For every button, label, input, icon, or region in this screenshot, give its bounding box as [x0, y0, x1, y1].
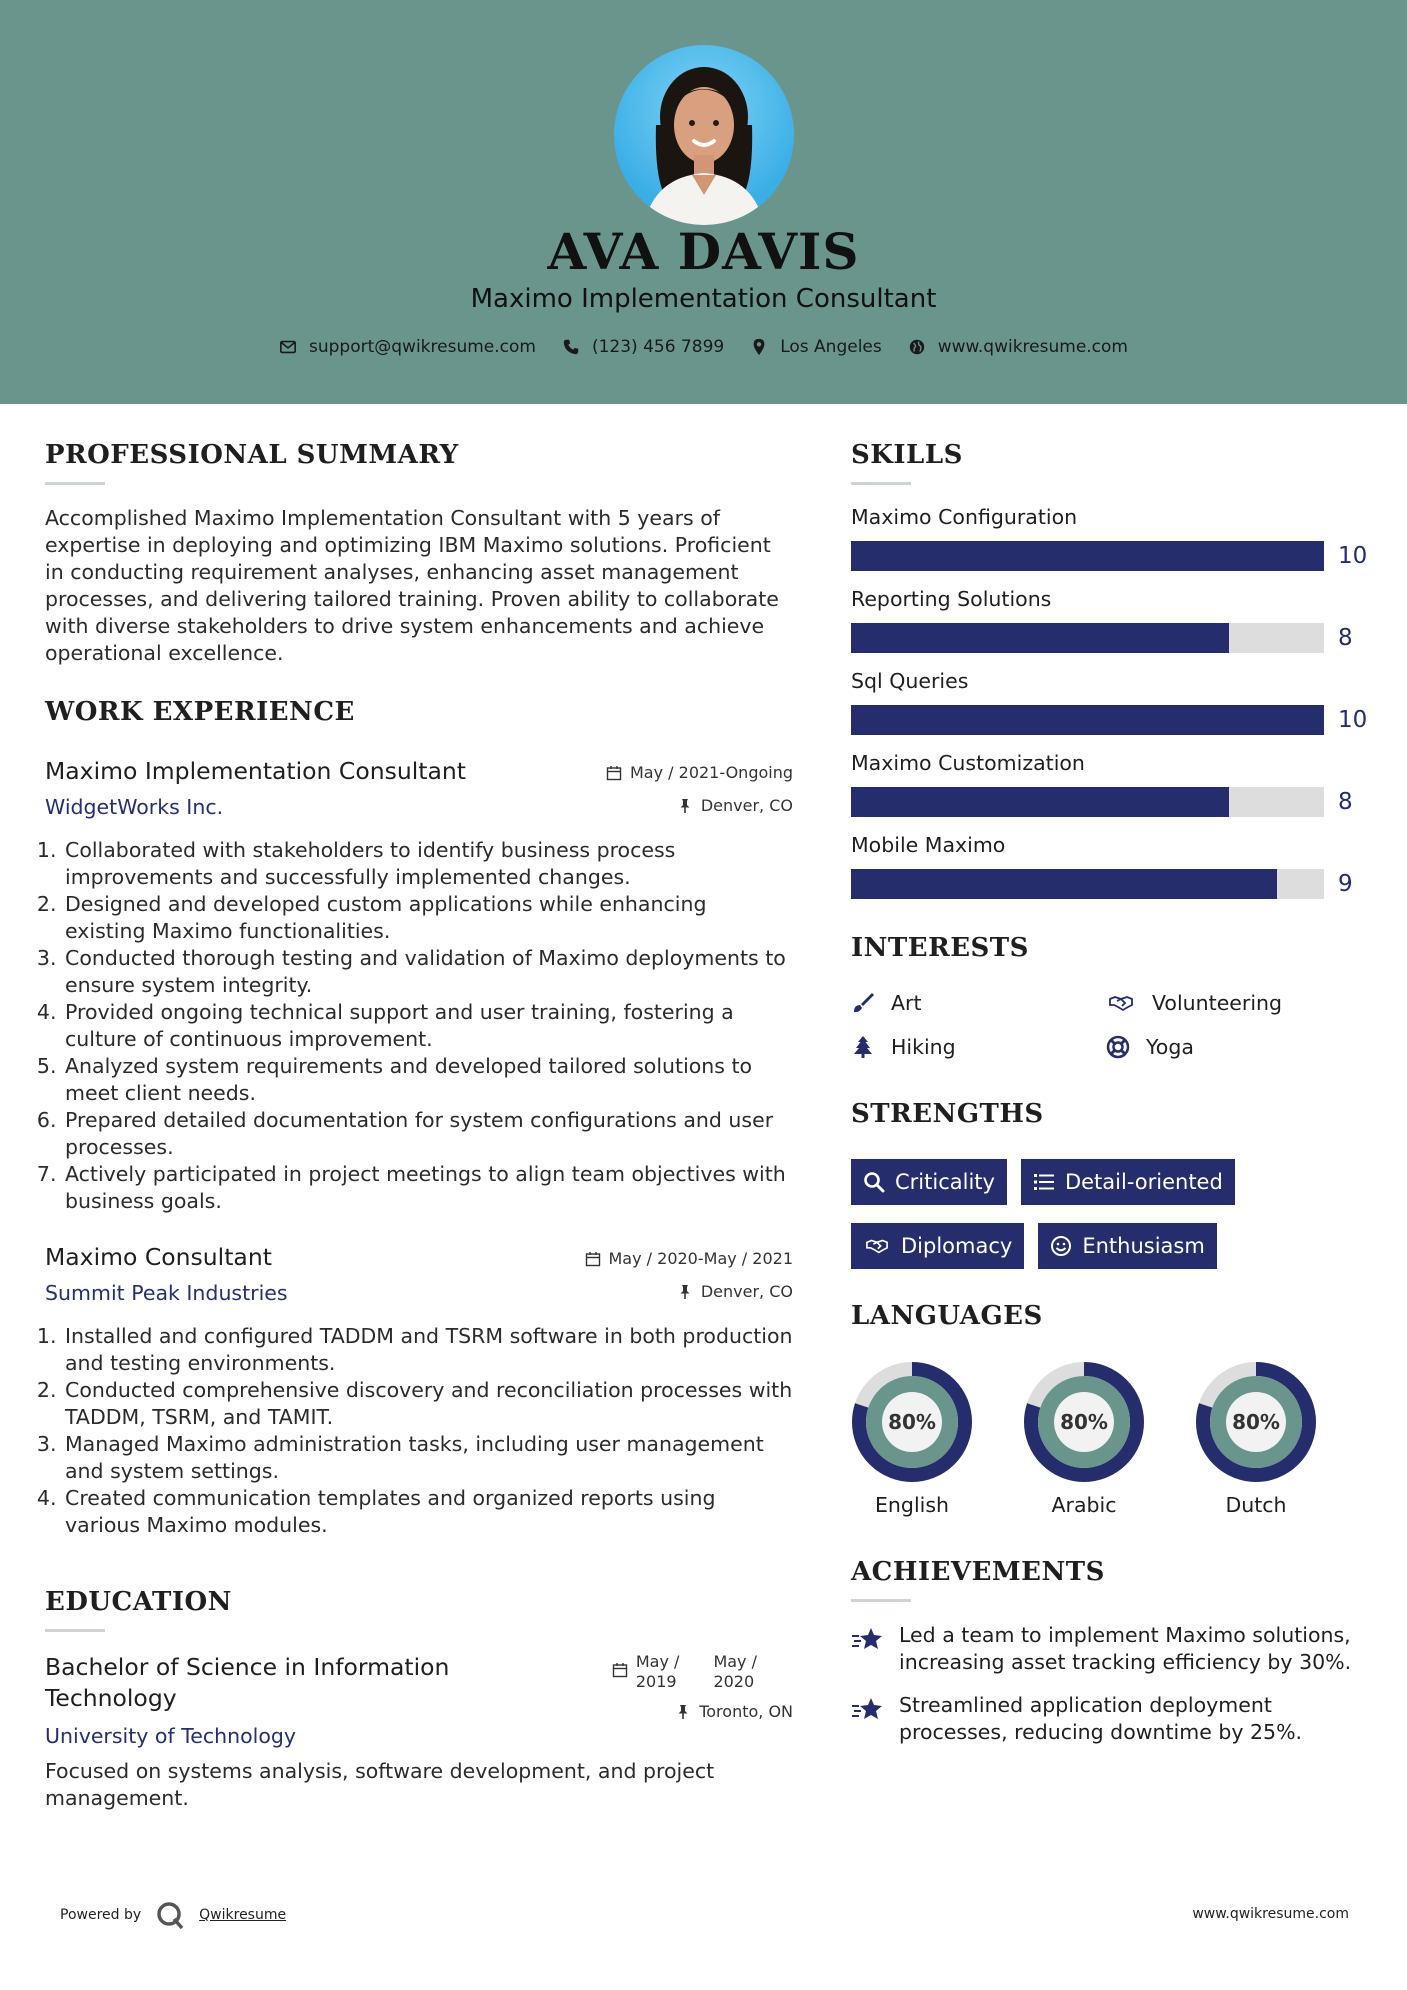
skills-heading: SKILLS — [851, 440, 963, 470]
languages-heading: LANGUAGES — [851, 1301, 1043, 1331]
interest-item — [1106, 991, 1361, 1015]
gauge-label: 80% — [1060, 1410, 1108, 1434]
achievements-heading: ACHIEVEMENTS — [851, 1557, 1105, 1587]
language-item — [1023, 1361, 1145, 1517]
job-date-text: May / 2020-May / 2021 — [608, 1249, 793, 1268]
job-bullet: 3. Managed Maximo administration tasks, including user management and system settings. — [63, 1431, 793, 1485]
skill-value: 9 — [1338, 871, 1353, 897]
calendar-icon — [585, 1251, 601, 1267]
strength-tag — [851, 1159, 1007, 1205]
strengths-heading: STRENGTHS — [851, 1099, 1044, 1129]
strength-tag — [1038, 1223, 1216, 1269]
contact-email[interactable] — [279, 337, 536, 357]
interest-label: Hiking — [891, 1035, 956, 1059]
job-bullets — [45, 837, 793, 1215]
skill-item — [851, 669, 1371, 735]
interest-item — [851, 1035, 1106, 1059]
job-bullets — [45, 1323, 793, 1539]
calendar-icon — [606, 765, 622, 781]
interests-heading: INTERESTS — [851, 933, 1029, 963]
school-name: University of Technology — [45, 1724, 297, 1748]
summary-text: Accomplished Maximo Implementation Consultant with 5 years of expertise in deploying and optimizing IBM Maximo solutions. Proficient in conducting requirement analyses, enhancing asset management processes, and delivering tailored training. Proven ability to collaborate with diverse stakeholders to drive system enhancements and achieve operational excellence. — [45, 506, 779, 665]
contact-phone-text: (123) 456 7899 — [591, 337, 725, 357]
globe-icon — [908, 338, 926, 356]
profile-photo-illustration — [614, 45, 794, 225]
contact-location-text: Los Angeles — [780, 337, 882, 357]
brand-link[interactable]: Qwikresume — [199, 1907, 287, 1923]
skill-bar-fill — [851, 705, 1324, 735]
language-item — [851, 1361, 973, 1517]
language-gauge — [851, 1361, 973, 1483]
email-icon — [279, 338, 297, 356]
skill-value: 8 — [1338, 625, 1353, 651]
phone-icon — [562, 338, 580, 356]
summary-heading: PROFESSIONAL SUMMARY — [45, 440, 459, 470]
language-gauge — [1195, 1361, 1317, 1483]
search-icon — [863, 1171, 885, 1193]
job-bullet: 2. Designed and developed custom applications while enhancing existing Maximo functionalities. — [63, 891, 793, 945]
education-end-month: May / — [713, 1652, 757, 1671]
contact-email-text: support@qwikresume.com — [309, 337, 536, 357]
job-date-text: May / 2021-Ongoing — [630, 763, 793, 782]
skill-bar — [851, 541, 1324, 571]
handshake-icon — [1106, 991, 1136, 1015]
job-company: Summit Peak Industries — [45, 1281, 288, 1305]
pushpin-icon — [675, 1704, 691, 1720]
skill-name: Sql Queries — [851, 669, 969, 693]
job-bullet: 5. Analyzed system requirements and developed tailored solutions to meet client needs. — [63, 1053, 793, 1107]
skill-value: 10 — [1338, 543, 1368, 569]
achievement-text: Streamlined application deployment processes, reducing downtime by 25%. — [899, 1693, 1303, 1744]
job-location-text: Denver, CO — [700, 796, 793, 815]
resume-header — [0, 0, 1407, 404]
skill-value: 8 — [1338, 789, 1353, 815]
education-location-text: Toronto, ON — [699, 1702, 793, 1721]
interest-label: Yoga — [1146, 1035, 1194, 1059]
job-location-text: Denver, CO — [700, 1282, 793, 1301]
education-description: Focused on systems analysis, software development, and project management. — [45, 1759, 715, 1810]
contact-phone[interactable] — [562, 337, 724, 357]
education-date — [612, 1652, 793, 1692]
strength-label: Enthusiasm — [1082, 1234, 1205, 1258]
footer-powered-by — [60, 1900, 286, 1930]
job-location — [677, 796, 793, 815]
interest-item — [851, 991, 1106, 1015]
contact-bar — [0, 337, 1407, 357]
skill-bar — [851, 623, 1324, 653]
smile-icon — [1050, 1235, 1072, 1257]
powered-by-label: Powered by — [60, 1907, 142, 1923]
achievement-item — [851, 1692, 1371, 1746]
award-star-icon — [851, 1624, 885, 1654]
skill-bar — [851, 869, 1324, 899]
achievement-item — [851, 1622, 1371, 1676]
contact-location — [750, 337, 882, 357]
job-date — [585, 1249, 794, 1268]
degree-title: Bachelor of Science in Information Technology — [45, 1653, 450, 1712]
skill-name: Maximo Configuration — [851, 505, 1078, 529]
experience-heading: WORK EXPERIENCE — [45, 697, 355, 727]
job-title: Maximo Consultant — [45, 1243, 272, 1271]
job-bullet: 7. Actively participated in project meetings to align team objectives with business goals. — [63, 1161, 793, 1215]
job-bullet: 6. Prepared detailed documentation for system configurations and user processes. — [63, 1107, 793, 1161]
strength-label: Detail-oriented — [1064, 1170, 1223, 1194]
skill-name: Reporting Solutions — [851, 587, 1052, 611]
skill-bar-fill — [851, 787, 1229, 817]
candidate-role: Maximo Implementation Consultant — [470, 284, 937, 314]
language-name: Dutch — [1225, 1493, 1287, 1517]
list-icon — [1033, 1171, 1055, 1193]
language-name: Arabic — [1051, 1493, 1117, 1517]
language-gauge — [1023, 1361, 1145, 1483]
job-date — [606, 763, 793, 782]
job-company: WidgetWorks Inc. — [45, 795, 224, 819]
profile-photo — [614, 45, 794, 225]
section-divider — [851, 1599, 911, 1602]
skill-name: Maximo Customization — [851, 751, 1085, 775]
interests-list — [851, 991, 1371, 1059]
skill-item — [851, 587, 1371, 653]
left-column — [45, 440, 793, 1812]
job-title: Maximo Implementation Consultant — [45, 757, 466, 785]
strength-tag — [851, 1223, 1024, 1269]
award-star-icon — [851, 1694, 885, 1724]
education-heading: EDUCATION — [45, 1587, 232, 1617]
skill-item — [851, 833, 1371, 899]
strengths-list — [851, 1159, 1281, 1269]
strength-label: Criticality — [895, 1170, 995, 1194]
gauge-label: 80% — [1232, 1410, 1280, 1434]
qwikresume-logo-icon — [155, 1900, 185, 1930]
language-item — [1195, 1361, 1317, 1517]
location-pin-icon — [750, 338, 768, 356]
section-divider — [45, 1629, 105, 1632]
skill-bar-fill — [851, 541, 1324, 571]
strength-tag — [1021, 1159, 1235, 1205]
job-entry — [45, 757, 793, 1215]
calendar-icon — [612, 1662, 628, 1678]
pushpin-icon — [677, 1284, 693, 1300]
skill-bar — [851, 787, 1324, 817]
education-end-year: 2020 — [713, 1672, 755, 1691]
strength-label: Diplomacy — [901, 1234, 1013, 1258]
handshake-icon — [863, 1235, 891, 1257]
skill-value: 10 — [1338, 707, 1368, 733]
job-bullet: 2. Conducted comprehensive discovery and reconciliation processes with TADDM, TSRM, and TAMIT. — [63, 1377, 793, 1431]
section-divider — [45, 482, 105, 485]
job-bullet: 1. Installed and configured TADDM and TSRM software in both production and testing environments. — [63, 1323, 793, 1377]
job-entry — [45, 1243, 793, 1539]
contact-website[interactable] — [908, 337, 1128, 357]
interest-label: Art — [891, 991, 922, 1015]
education-location — [675, 1702, 793, 1721]
job-bullet: 1. Collaborated with stakeholders to identify business process improvements and successfully implemented changes. — [63, 837, 793, 891]
education-start-year: 2019 — [635, 1672, 677, 1691]
pushpin-icon — [677, 798, 693, 814]
interest-item — [1106, 1035, 1361, 1059]
language-name: English — [874, 1493, 950, 1517]
right-column — [851, 440, 1371, 1762]
job-bullet: 4. Created communication templates and organized reports using various Maximo modules. — [63, 1485, 793, 1539]
job-bullet: 4. Provided ongoing technical support and user training, fostering a culture of continuous improvement. — [63, 999, 793, 1053]
job-bullet: 3. Conducted thorough testing and validation of Maximo deployments to ensure system integrity. — [63, 945, 793, 999]
contact-website-text: www.qwikresume.com — [937, 337, 1128, 357]
job-location — [677, 1282, 793, 1301]
section-divider — [851, 482, 911, 485]
interest-label: Volunteering — [1152, 991, 1283, 1015]
skill-bar — [851, 705, 1324, 735]
paintbrush-icon — [851, 991, 875, 1015]
skill-bar-fill — [851, 869, 1277, 899]
footer-url[interactable]: www.qwikresume.com — [1192, 1906, 1349, 1922]
education-start-month: May / — [635, 1652, 680, 1671]
education-entry — [45, 1652, 793, 1748]
skills-list — [851, 505, 1371, 899]
tree-icon — [851, 1035, 875, 1059]
languages-list — [851, 1361, 1371, 1517]
skill-item — [851, 751, 1371, 817]
skill-item — [851, 505, 1371, 571]
lifebuoy-icon — [1106, 1035, 1130, 1059]
gauge-label: 80% — [888, 1410, 936, 1434]
skill-name: Mobile Maximo — [851, 833, 1006, 857]
skill-bar-fill — [851, 623, 1229, 653]
achievement-text: Led a team to implement Maximo solutions, increasing asset tracking efficiency by 30%. — [899, 1623, 1352, 1674]
candidate-name: AVA DAVIS — [547, 222, 860, 281]
